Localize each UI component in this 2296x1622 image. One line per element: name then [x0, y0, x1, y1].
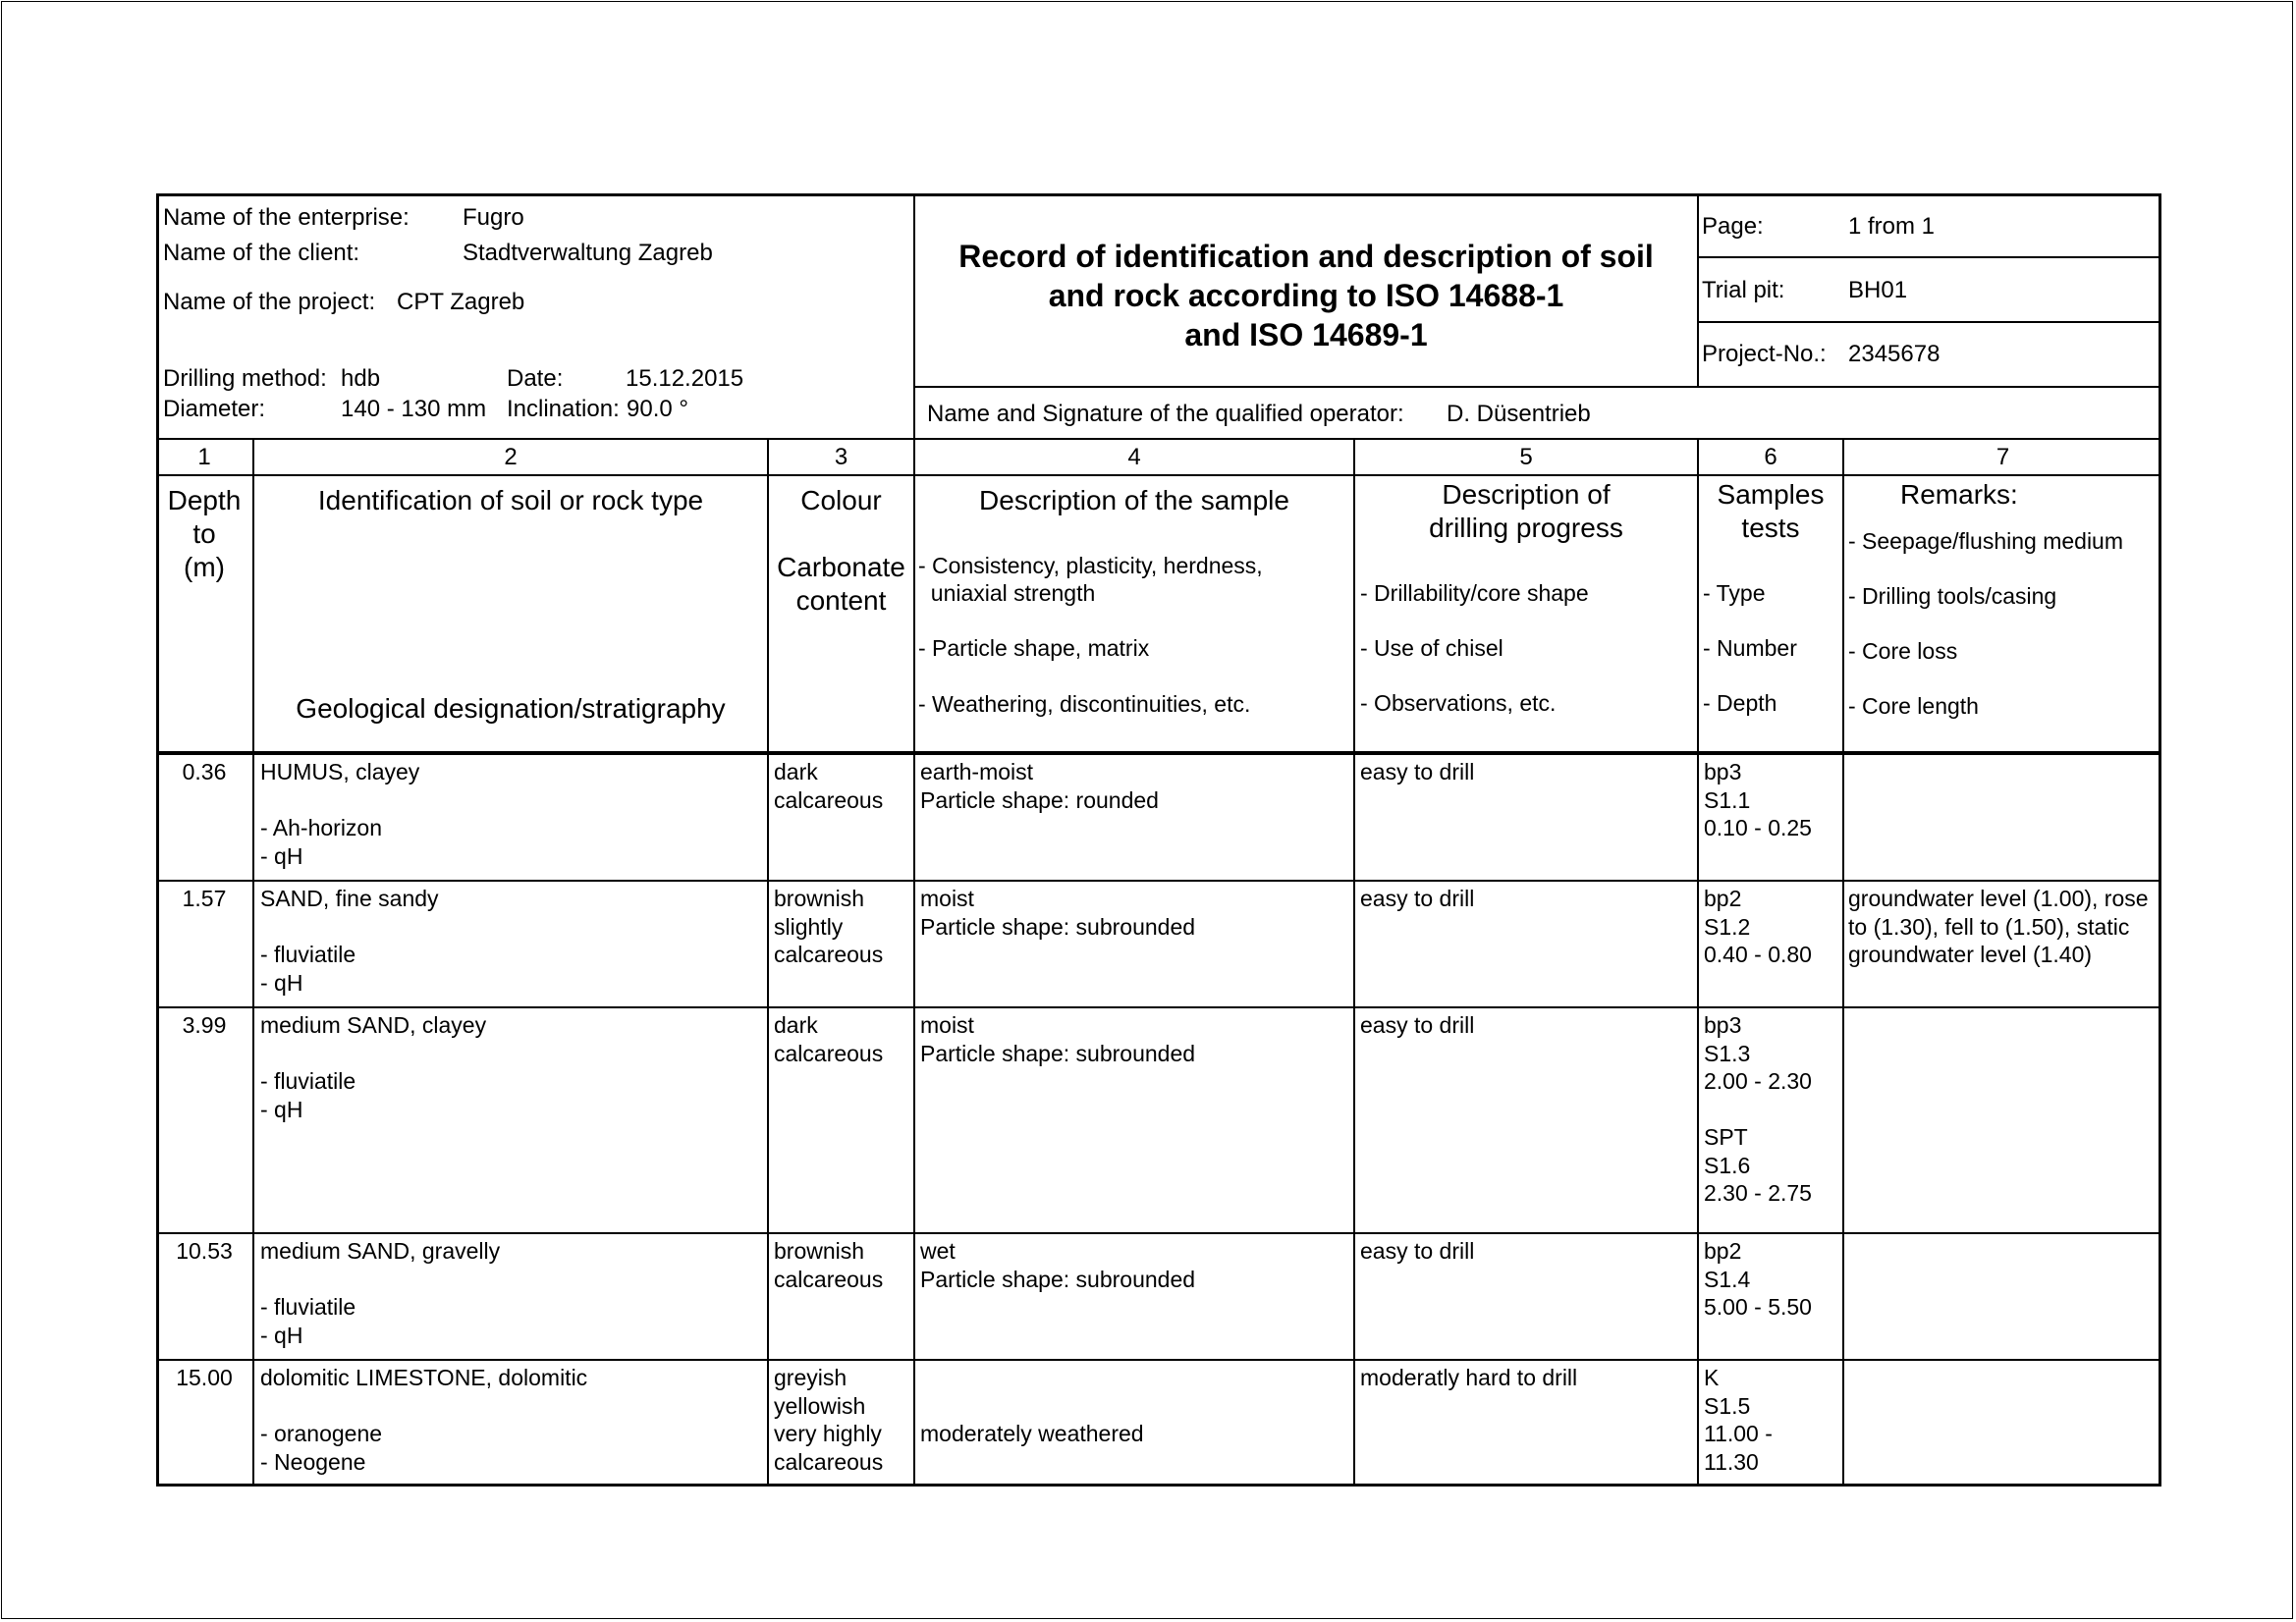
- row1-colour: dark calcareous: [774, 759, 884, 813]
- col3-header-top: Colour: [800, 485, 882, 515]
- col6-item-3: - Depth: [1703, 690, 1777, 716]
- row5-depth: 15.00: [176, 1365, 233, 1390]
- inclination-value: 90.0 °: [627, 396, 688, 422]
- enterprise-value: Fugro: [463, 204, 524, 231]
- project-no-label: Project-No.:: [1702, 341, 1827, 367]
- column-number-1: 1: [197, 444, 211, 470]
- header-bottom-line: [156, 438, 2161, 440]
- row3-description: moist Particle shape: subrounded: [920, 1012, 1196, 1066]
- record-title: Record of identification and description of soil and rock according to ISO 14688-1 and ISO 14689-1: [958, 239, 1654, 352]
- col7-item-2: - Drilling tools/casing: [1848, 583, 2057, 609]
- project-no-value: 2345678: [1848, 341, 1941, 367]
- col6-item-1: - Type: [1703, 580, 1766, 606]
- row2-colour: brownish slightly calcareous: [774, 886, 884, 967]
- row5-colour: greyish yellowish very highly calcareous: [774, 1365, 884, 1475]
- row2-samples: bp2 S1.2 0.40 - 0.80: [1704, 886, 1812, 967]
- row2-remarks: groundwater level (1.00), rose to (1.30), fell to (1.50), static groundwater level (1.40): [1848, 886, 2149, 967]
- row5-progress: moderatly hard to drill: [1360, 1365, 1578, 1390]
- date-value: 15.12.2015: [626, 365, 744, 392]
- row-line-2: [156, 1006, 2161, 1008]
- column-divider-1: [252, 438, 254, 1487]
- operator-label: Name and Signature of the qualified operator:: [927, 401, 1404, 427]
- column-divider-6: [1842, 438, 1844, 1487]
- col7-header-top: Remarks:: [1900, 479, 2018, 510]
- diameter-value: 140 - 130 mm: [341, 396, 487, 422]
- row2-progress: easy to drill: [1360, 886, 1475, 911]
- column-number-line: [156, 474, 2161, 476]
- project-label: Name of the project:: [163, 289, 376, 315]
- row5-description: moderately weathered: [920, 1421, 1144, 1446]
- header-line-trial: [1697, 321, 2161, 323]
- enterprise-label: Name of the enterprise:: [163, 204, 410, 231]
- column-number-5: 5: [1519, 444, 1533, 470]
- row4-depth: 10.53: [176, 1238, 233, 1264]
- trial-pit-label: Trial pit:: [1702, 277, 1785, 303]
- row-line-1: [156, 880, 2161, 882]
- column-header-bottom-line: [156, 751, 2161, 755]
- column-number-6: 6: [1764, 444, 1777, 470]
- row3-colour: dark calcareous: [774, 1012, 884, 1066]
- header-line-operator: [913, 386, 2161, 388]
- row-line-3: [156, 1232, 2161, 1234]
- row2-soil: SAND, fine sandy - fluviatile - qH: [260, 886, 439, 996]
- drilling-method-value: hdb: [341, 365, 381, 392]
- row3-samples: bp3 S1.3 2.00 - 2.30 SPT S1.6 2.30 - 2.75: [1704, 1012, 1812, 1206]
- col7-item-1: - Seepage/flushing medium: [1848, 528, 2123, 554]
- row2-depth: 1.57: [182, 886, 227, 911]
- page-value: 1 from 1: [1848, 213, 1936, 240]
- col4-header-top: Description of the sample: [979, 485, 1289, 515]
- row4-soil: medium SAND, gravelly - fluviatile - qH: [260, 1238, 501, 1348]
- col4-item-3: - Weathering, discontinuities, etc.: [918, 691, 1251, 717]
- col5-item-2: - Use of chisel: [1360, 635, 1503, 661]
- row1-soil: HUMUS, clayey - Ah-horizon - qH: [260, 759, 420, 869]
- col7-item-4: - Core length: [1848, 693, 1979, 719]
- row2-description: moist Particle shape: subrounded: [920, 886, 1196, 940]
- project-value: CPT Zagreb: [397, 289, 525, 315]
- col4-item-1: - Consistency, plasticity, herdness, uniaxial strength: [918, 553, 1263, 606]
- drilling-method-label: Drilling method:: [163, 365, 327, 392]
- col5-item-1: - Drillability/core shape: [1360, 580, 1589, 606]
- column-divider-3: [913, 438, 915, 1487]
- row1-samples: bp3 S1.1 0.10 - 0.25: [1704, 759, 1812, 840]
- page-label: Page:: [1702, 213, 1764, 240]
- col4-item-2: - Particle shape, matrix: [918, 635, 1150, 661]
- row1-depth: 0.36: [182, 759, 227, 784]
- column-number-7: 7: [1995, 444, 2010, 470]
- row3-progress: easy to drill: [1360, 1012, 1475, 1038]
- soil-record-sheet: [156, 193, 2161, 1487]
- column-divider-4: [1353, 438, 1355, 1487]
- trial-pit-value: BH01: [1848, 277, 1908, 303]
- client-label: Name of the client:: [163, 240, 360, 266]
- operator-value: D. Düsentrieb: [1447, 401, 1591, 427]
- col6-item-2: - Number: [1703, 635, 1797, 661]
- row1-description: earth-moist Particle shape: rounded: [920, 759, 1159, 813]
- row4-progress: easy to drill: [1360, 1238, 1475, 1264]
- date-label: Date:: [507, 365, 564, 392]
- header-divider-right: [1697, 193, 1699, 388]
- column-divider-5: [1697, 438, 1699, 1487]
- row4-colour: brownish calcareous: [774, 1238, 884, 1292]
- column-number-4: 4: [1127, 444, 1141, 470]
- client-value: Stadtverwaltung Zagreb: [463, 240, 713, 266]
- row5-soil: dolomitic LIMESTONE, dolomitic - oranogene - Neogene: [260, 1365, 588, 1475]
- col6-header-top: Samples tests: [1717, 479, 1825, 543]
- col5-item-3: - Observations, etc.: [1360, 690, 1557, 716]
- col3-header-bottom: Carbonate content: [777, 552, 905, 616]
- row3-depth: 3.99: [182, 1012, 227, 1038]
- row-line-4: [156, 1359, 2161, 1361]
- diameter-label: Diameter:: [163, 396, 266, 422]
- column-number-3: 3: [834, 444, 848, 470]
- row1-progress: easy to drill: [1360, 759, 1475, 784]
- col2-header-top: Identification of soil or rock type: [317, 485, 704, 515]
- row4-samples: bp2 S1.4 5.00 - 5.50: [1704, 1238, 1812, 1320]
- col7-item-3: - Core loss: [1848, 638, 1958, 664]
- row5-samples: K S1.5 11.00 - 11.30: [1704, 1365, 1773, 1475]
- header-line-page: [1697, 256, 2161, 258]
- column-number-2: 2: [504, 444, 518, 470]
- row4-description: wet Particle shape: subrounded: [920, 1238, 1196, 1292]
- col1-header: Depth to (m): [167, 485, 242, 582]
- inclination-label: Inclination:: [507, 396, 620, 422]
- col2-header-bottom: Geological designation/stratigraphy: [296, 693, 726, 724]
- row3-soil: medium SAND, clayey - fluviatile - qH: [260, 1012, 487, 1122]
- col5-header-top: Description of drilling progress: [1429, 479, 1623, 543]
